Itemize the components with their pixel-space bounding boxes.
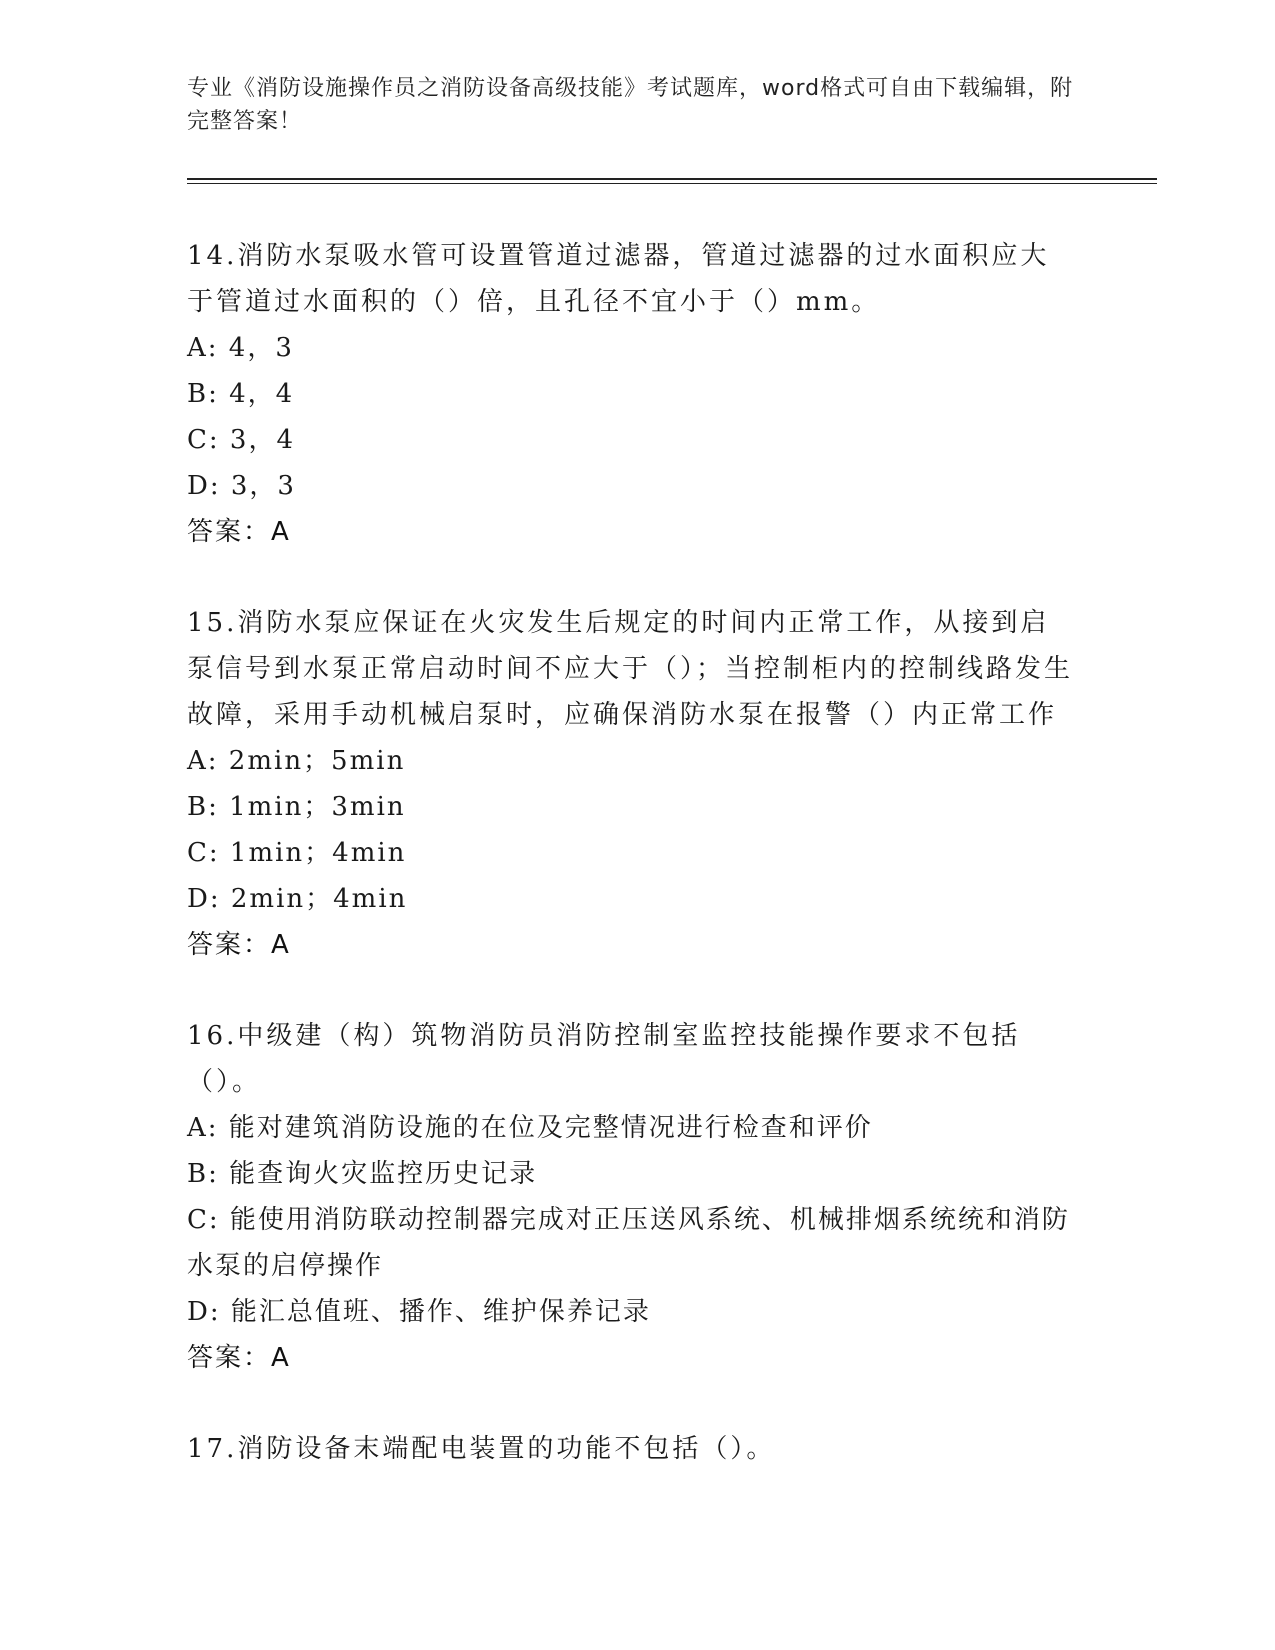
option-a: A: 4，3	[187, 333, 294, 363]
header-divider-thin	[187, 183, 1157, 184]
option-c: C: 1min；4min	[187, 838, 407, 868]
option-c: C: 能使用消防联动控制器完成对正压送风系统、机械排烟系统统和消防水泵的启停操作	[187, 1205, 1070, 1281]
option-d: D: 能汇总值班、播作、维护保养记录	[187, 1297, 651, 1327]
answer: 答案：A	[187, 930, 291, 960]
question-15	[187, 600, 1077, 968]
option-b: B: 4，4	[187, 379, 295, 409]
answer: 答案：A	[187, 517, 291, 547]
option-c: C: 3，4	[187, 425, 296, 455]
question-stem: 15.消防水泵应保证在火灾发生后规定的时间内正常工作，从接到启泵信号到水泵正常启动时间不应大于（）；当控制柜内的控制线路发生故障，采用手动机械启泵时，应确保消防水泵在报警（）内正常工作	[187, 608, 1074, 730]
option-b: B: 1min；3min	[187, 792, 406, 822]
document-header: 专业《消防设施操作员之消防设备高级技能》考试题库，word格式可自由下载编辑，附完整答案！	[187, 76, 1074, 134]
answer: 答案：A	[187, 1343, 291, 1373]
option-a: A: 2min；5min	[187, 746, 406, 776]
question-list	[187, 233, 1077, 1517]
option-b: B: 能查询火灾监控历史记录	[187, 1159, 538, 1189]
question-14	[187, 233, 1077, 555]
option-d: D: 3，3	[187, 471, 296, 501]
question-stem: 17.消防设备末端配电装置的功能不包括（）。	[187, 1434, 776, 1464]
header-divider-thick	[187, 178, 1157, 180]
option-a: A: 能对建筑消防设施的在位及完整情况进行检查和评价	[187, 1113, 873, 1143]
question-17	[187, 1426, 1077, 1472]
question-stem: 16.中级建（构）筑物消防员消防控制室监控技能操作要求不包括（）。	[187, 1021, 1021, 1097]
question-stem: 14.消防水泵吸水管可设置管道过滤器，管道过滤器的过水面积应大于管道过水面积的（）倍，且孔径不宜小于（）mm。	[187, 241, 1050, 317]
question-16	[187, 1013, 1077, 1381]
option-d: D: 2min；4min	[187, 884, 408, 914]
